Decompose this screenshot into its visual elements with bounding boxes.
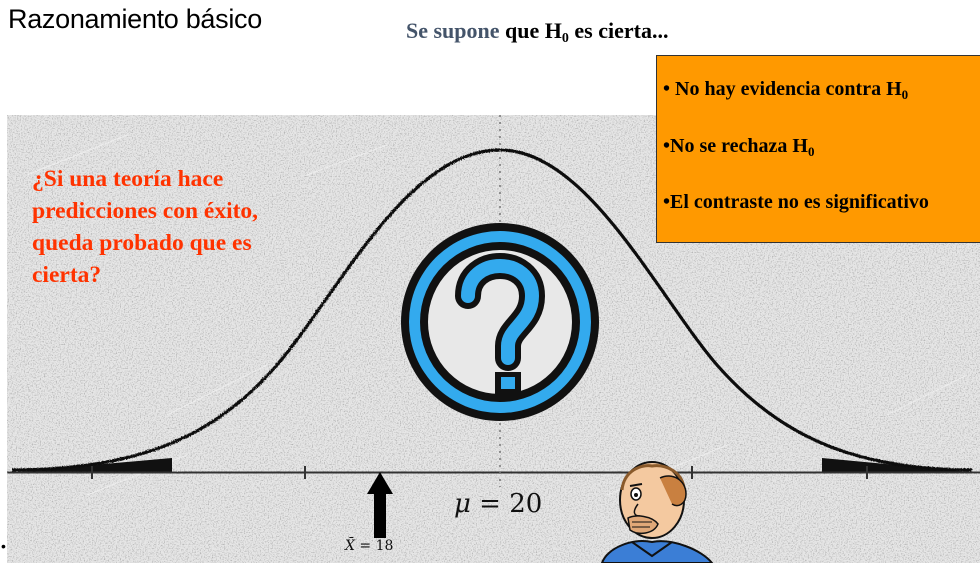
mean-value: = 20: [470, 489, 543, 519]
slide-subtitle: [406, 18, 668, 47]
conclusion-item-not-significant: [663, 191, 929, 214]
subtitle-text-pre: que H: [505, 18, 562, 43]
mean-label: [454, 489, 542, 519]
sample-mean-label: [345, 538, 393, 554]
sample-mean-symbol: X̄: [345, 538, 355, 554]
question-line: predicciones con éxito,: [32, 198, 259, 224]
question-text: [32, 163, 258, 291]
conclusion-item-not-rejected: [663, 135, 814, 160]
slide-title: Razonamiento básico: [8, 4, 262, 34]
question-line: queda probado que es: [32, 230, 252, 256]
mean-symbol: μ: [454, 489, 471, 519]
conclusion-item-text: •El contraste no es significativo: [663, 191, 929, 213]
conclusion-item-text: • No hay evidencia contra H: [663, 78, 902, 100]
conclusion-item-no-evidence: [663, 78, 908, 103]
sample-mean-value: = 18: [354, 538, 394, 554]
conclusion-item-text: •No se rechaza H: [663, 135, 808, 157]
conclusion-box: [656, 55, 980, 243]
subtitle-accent: Se supone: [406, 18, 500, 43]
conclusion-item-subscript: 0: [807, 144, 815, 159]
question-line: cierta?: [32, 262, 102, 288]
question-mark-icon: [401, 223, 599, 421]
conclusion-item-subscript: 0: [901, 87, 909, 102]
subtitle-text-post: es cierta...: [568, 18, 669, 43]
x-axis: [7, 472, 980, 473]
subtitle-subscript: 0: [561, 31, 569, 46]
footer-bullet: •: [1, 538, 6, 554]
question-line: ¿Si una teoría hace: [32, 166, 224, 192]
